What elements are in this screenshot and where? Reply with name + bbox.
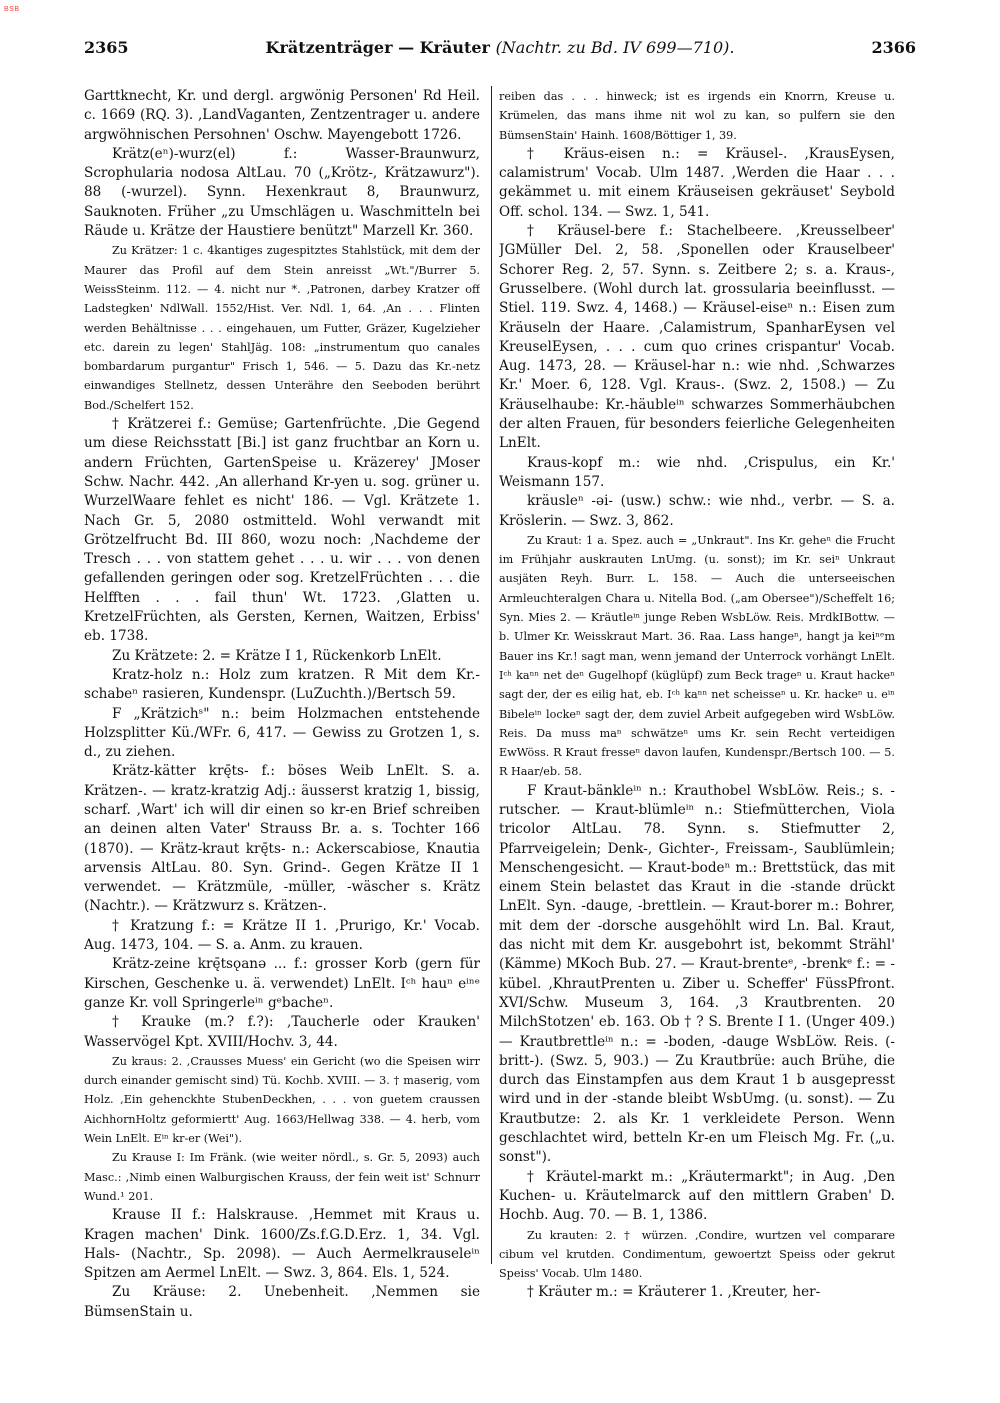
- page-number-left: 2365: [84, 38, 129, 57]
- entry: F Kraut-bänkleⁱⁿ n.: Krauthobel WsbLöw. Reis.; s. -rutscher. — Kraut-blümleⁱⁿ n.: Stiefmütterchen, Viola tricolor AltLau. 78. Synn. s. Stiefmutter 2, Pfarrveigelein; Denk-, Gichter-, Freissam-, Saublümlein; Menschengesicht. — Kraut-bodeⁿ m.: Brettstück, das mit einem Stein belastet das Kraut in die -stande drückt LnElt. Syn. -dauge, -brettlein. — Kraut-borer m.: Bohrer, mit dem der -dorsche ausgehöhlt wird Ln. Bal. Kraut, das nicht mit dem Kr. ausgebohrt ist, bekommt Strähl' (Kämme) MKoch Bub. 27. — Kraut-brenteᵉ, -brenkᵉ f.: = -kübel. ,KhrautPrenten u. Ziber u. Scheffer' FüssPfront. XVI/Schw. Museum 3, 164. ,3 Krautbrenten. 20 MilchStotzen' eb. 163. Ob † ? S. Brente I 1. (Unger 409.) — Krautbrettleⁱⁿ n.: = -boden, -dauge WsbLöw. Reis. (-britt-). (Swz. 5, 903.) — Zu Krautbrüe: auch Brühe, die durch das Einstampfen aus dem Kraut 1 b ausgepresst wird und in der -stande bleibt WsbUmg. (u. sonst). — Zu Krautbutze: 2. als Kr. 1 verkleidete Person. Wenn geschlachtet wird, betteln Kr-en um Fleisch Mg. Fr. („u. sonst").: [499, 782, 895, 1166]
- page-header: [84, 38, 916, 68]
- entry: † Kräutel-markt m.: „Kräutermarkt"; in Aug. ,Den Kuchen- u. Kräutelmarck auf den mittlern Graben' D. Hochb. Aug. 70. — B. 1, 1386.: [499, 1168, 895, 1224]
- column-divider: [491, 86, 492, 1264]
- running-title: [84, 38, 916, 57]
- entry: Zu Kraut: 1 a. Spez. auch = „Unkraut". Ins Kr. geheⁿ die Frucht im Frühjahr auskrauten LnUmg. (u. sonst); im Kr. seiⁿ Unkraut ausjäten Reyh. Burr. L. 158. — Auch die unterseeischen Armleuchteralgen Chara u. Nitella Bod. („am Obersee")/Scheffelt 16; Syn. Mies 2. — Kräutleⁱⁿ junge Reben WsbLöw. Reis. MrdkIBottw. — b. Ulmer Kr. Weisskraut Mart. 36. Raa. Lass hangeⁿ, hangt ja keiⁿᵉm Bauer ins Kr.! sagt man, wenn jemand der Unterrock vorhängt LnElt. Iᶜʰ kaⁿⁿ net deⁿ Gugelhopf (küglüpf) zum Beck trageⁿ u. Kraut hackeⁿ sagt der, der es eilig hat, eb. Iᶜʰ kaⁿⁿ net scheisseⁿ u. Kr. hackeⁿ u. eⁱⁿ Bibeleⁱⁿ lockeⁿ sagt der, dem zuviel Arbeit aufgegeben wird WsbLöw. Reis. Da muss maⁿ schwätzeⁿ ums Kr. sein Recht verteidigen EwWöss. R Kraut fresseⁿ davon laufen, Kundenspr./Bertsch 100. — 5. R Haar/eb. 58.: [499, 533, 895, 779]
- entry: Kratz-holz n.: Holz zum kratzen. R Mit dem Kr.-schabeⁿ rasieren, Kundenspr. (LuZuchth.)/Bertsch 59.: [84, 666, 480, 703]
- entry: Krätz-zeine krę̄tsǫanə ... f.: grosser Korb (gern für Kirschen, Geschenke u. ä. verwendet) LnElt. Iᶜʰ hauⁿ eⁱⁿᵉ ganze Kr. voll Springerleⁱⁿ gᵉbacheⁿ.: [84, 956, 480, 1011]
- entry: Zu krauten: 2. † würzen. ,Condire, wurtzen vel comparare cibum vel krutden. Condimentum, gewoertzt Speiss oder gekrut Speiss' Vocab. Ulm 1480.: [499, 1228, 895, 1281]
- page-number-right: 2366: [871, 38, 916, 57]
- entry: † Kräusel-bere f.: Stachelbeere. ,Kreusselbeer' JGMüller Del. 2, 58. ,Sponellen oder Krauselbeer' Schorer Reg. 2, 57. Synn. s. Zeitbere 2; s. a. Kraus-, Grusselbere. (Wohl durch lat. grossularia beeinflusst. — Stiel. 119. Swz. 4, 1468.) — Kräusel-eiseⁿ n.: Eisen zum Kräuseln der Haare. ,Calamistrum, SpanharEysen vel KreuselEysen, . . . cum quo crines crispantur' Vocab. Aug. 1473, 28. — Kräusel-har n.: wie nhd. ,Schwarzes Kr.' Moer. 6, 128. Vgl. Kraus-. (Swz. 2, 1508.) — Zu Kräuselhaube: Kr.-häubleⁱⁿ schwarzes Sommerhäubchen der alten Frauen, für besonders feierliche Gelegenheiten LnElt.: [499, 223, 895, 452]
- right-column: [499, 87, 895, 1377]
- left-column: [84, 87, 480, 1377]
- entry: Krätz(eⁿ)-wurz(el) f.: Wasser-Braunwurz, Scrophularia nodosa AltLau. 70 („Krötz-, Krätzawurz"). 88 (-wurzel). Synn. Hexenkraut 8, Braunwurz, Sauknoten. Früher „zu Umschlägen u. Waschmitteln bei Räude u. Krätze der Haustiere benützt" Marzell Kr. 360.: [84, 145, 480, 240]
- entry: † Kräus-eisen n.: = Kräusel-. ,KrausEysen, calamistrum' Vocab. Ulm 1487. ,Werden die Haar . . . gekämmet u. mit einem Kräuseisen gekräuset' Seybold Off. schol. 134. — Swz. 1, 541.: [499, 145, 895, 220]
- entry: Zu Krätzete: 2. = Krätze I 1, Rückenkorb LnElt.: [112, 647, 442, 664]
- running-title-main: Krätzenträger — Kräuter: [265, 38, 490, 57]
- entry: Zu Krätzer: 1 c. 4kantiges zugespitztes Stahlstück, mit dem der Maurer das Profil auf dem Stein anreisst „Wt."/Burrer 5. WeissSteinm. 112. — 4. nicht nur *. ,Patronen, darbey Kratzer off Ladstegken' NdlWall. 1552/Hist. Ver. Ndl. 1, 64. ,An . . . Flinten werden Behältnisse . . . eingehauen, um Futter, Gräzer, Kugelzieher etc. darein zu legen' StahlJäg. 108: „instrumentum quo canales bombardarum purgantur" Frisch 1, 546. — 5. Dazu das Kr.-netz einwandiges Stellnetz, dessen Unterähre den Seeboden berührt Bod./Schelfert 152.: [84, 244, 480, 412]
- running-title-note: (Nachtr. zu Bd. IV 699—710).: [495, 38, 735, 57]
- entry: Kraus-kopf m.: wie nhd. ,Crispulus, ein Kr.' Weismann 157.: [499, 454, 895, 490]
- entry: Garttknecht, Kr. und dergl. argwönig Personen' Rd Heil. c. 1669 (RQ. 3). ,LandVaganten, Zentzentrager u. andere argwöhnischen Persohnen' Oschw. Mayengebott 1726.: [84, 88, 480, 143]
- entry: † Krauke (m.? f.?): ,Taucherle oder Krauken' Wasservögel Kpt. XVIII/Hochv. 3, 44.: [84, 1014, 480, 1050]
- entry: reiben das . . . hinweck; ist es irgends ein Knorrn, Kreuse u. Krümelen, das mans ihme nit wol zu kan, so pulfern sie den BümsenStain' Hainh. 1608/Böttiger 1, 39.: [499, 90, 895, 142]
- entry: Krause II f.: Halskrause. ,Hemmet mit Kraus u. Kragen machen' Dink. 1600/Zs.f.G.D.Erz. 1, 34. Vgl. Hals- (Nachtr., Sp. 2098). — Auch Aermelkrauseleⁱⁿ Spitzen am Aermel LnElt. — Swz. 3, 864. Els. 1, 524.: [84, 1207, 480, 1282]
- library-mark: BSB: [4, 6, 20, 13]
- entry: Zu Kräuse: 2. Unebenheit. ,Nemmen sie BümsenStain u.: [84, 1284, 480, 1320]
- entry: † Krätzerei f.: Gemüse; Gartenfrüchte. ,Die Gegend um diese Reichsstatt [Bi.] ist ganz fruchtbar an Korn u. andern Früchten, GartenSpeise u. Kräzerey' JMoser Schw. Nachr. 442. ,An allerhand Kr-yen u. sog. grüner u. WurzelWaare fehlet es nicht' 186. — Vgl. Krätzete 1. Nach Gr. 5, 2080 ostmitteld. Wohl verwandt mit Grötzelfrucht Bd. III 860, wozu noch: ,Nachdeme der Tresch . . . von stattem gehet . . . u. wir . . . von denen gefallenden geringen oder sog. KretzelFrüchten . . . die Helfften . . . fail thun' Wt. 1723. ,Glatten u. KretzelFrüchten, als Gersten, Kernen, Waitzen, Erbiss' eb. 1738.: [84, 416, 480, 645]
- entry: † Kratzung f.: = Krätze II 1. ,Prurigo, Kr.' Vocab. Aug. 1473, 104. — S. a. Anm. zu krauen.: [84, 917, 480, 954]
- entry: Krätz-kätter krę̄ts- f.: böses Weib LnElt. S. a. Krätzen-. — kratz-kratzig Adj.: äusserst kratzig 1, bissig, scharf. ,Wart' ich will dir einen so kr-en Brief schreiben an deinen alten Vater' Strauss Br. a. s. Tochter 166 (1870). — Krätz-kraut krę̄ts- n.: Ackerscabiose, Knautia arvensis AltLau. 80. Syn. Grind-. Gegen Krätze II 1 verwendet. — Krätzmüle, -müller, -wäscher s. Krätz (Nachtr.). — Krätzwurz s. Krätzen-.: [84, 763, 480, 915]
- entry: kräusleⁿ -əi- (usw.) schw.: wie nhd., verbr. — S. a. Kröslerin. — Swz. 3, 862.: [499, 493, 895, 529]
- entry: F „Krätzichˢ" n.: beim Holzmachen entstehende Holzsplitter Kü./WFr. 6, 417. — Gewiss zu Grotzen 1, s. d., zu ziehen.: [84, 705, 480, 761]
- entry: Zu kraus: 2. ,Crausses Muess' ein Gericht (wo die Speisen wirr durch einander gemischt sind) Tü. Kochb. XVIII. — 3. † maserig, vom Holz. ,Ein gehenckhte StubenDeckhen, . . . von guetem craussen AichhornHoltz geformiertt' Aug. 1663/Hellwag 338. — 4. herb, vom Wein LnElt. Eⁱⁿ kr-er (Wei").: [84, 1054, 480, 1146]
- entry: † Kräuter m.: = Kräuterer 1. ,Kreuter, her-: [527, 1284, 821, 1301]
- entry: Zu Krause I: Im Fränk. (wie weiter nördl., s. Gr. 5, 2093) auch Masc.: ,Nimb einen Walburgischen Krauss, der fein weit ist' Schnurr Wund.¹ 201.: [84, 1151, 480, 1203]
